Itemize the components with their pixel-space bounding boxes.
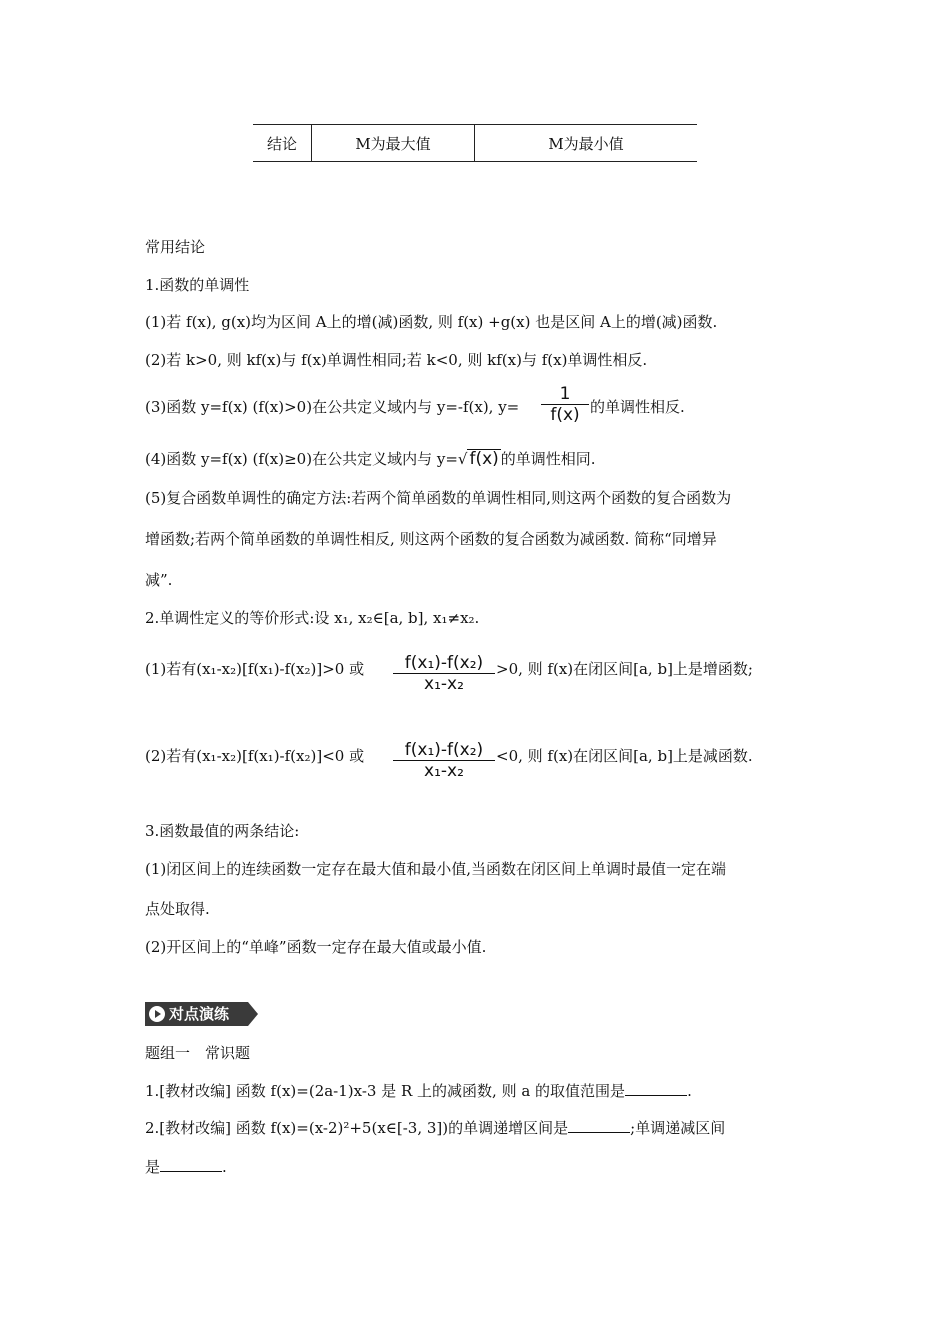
section-heading: 常用结论 [145, 238, 206, 256]
p3-text-post: 的单调性相反. [590, 398, 685, 416]
conclusion-table [253, 124, 697, 162]
question-2-end: . [222, 1158, 227, 1176]
p4-text-post: 的单调性相同. [500, 450, 596, 468]
s2-paragraph-1-pre: (1)若有(x₁-x₂)[f(x₁)-f(x₂)]>0 或 [145, 660, 365, 678]
difference-quotient-2 [393, 740, 495, 781]
fraction-denominator: f(x) [550, 405, 580, 425]
exercise-group-title: 题组一 常识题 [145, 1044, 251, 1062]
s2-paragraph-1-post: >0, 则 f(x)在闭区间[a, b]上是增函数; [496, 660, 753, 678]
s3-paragraph-1-line-2: 点处取得. [145, 900, 210, 918]
section-3-title: 3.函数最值的两条结论: [145, 822, 300, 840]
question-1-text: 1.[教材改编] 函数 f(x)=(2a-1)x-3 是 R 上的减函数, 则 a 的取值范围是 [145, 1082, 626, 1100]
s1-paragraph-5-line-2: 增函数;若两个简单函数的单调性相反, 则这两个函数的复合函数为减函数. 简称“同增异 [145, 530, 717, 548]
answer-blank[interactable] [568, 1118, 630, 1133]
s3-paragraph-2: (2)开区间上的“单峰”函数一定存在最大值或最小值. [145, 938, 487, 956]
question-2-line-2-text: 是 [145, 1158, 161, 1176]
question-2-line-2 [145, 1156, 227, 1177]
play-icon [149, 1006, 165, 1022]
practice-banner [145, 1002, 248, 1026]
question-2-line-1 [145, 1117, 725, 1138]
difference-quotient-1 [393, 653, 495, 694]
s3-paragraph-1-line-1: (1)闭区间上的连续函数一定存在最大值和最小值,当函数在闭区间上单调时最值一定在端 [145, 860, 727, 878]
s1-paragraph-2: (2)若 k>0, 则 kf(x)与 f(x)单调性相同;若 k<0, 则 kf(x)与 f(x)单调性相反. [145, 351, 648, 369]
quotient-denominator: x₁-x₂ [424, 761, 464, 781]
table-row [253, 125, 697, 162]
s1-paragraph-5-line-1: (5)复合函数单调性的确定方法:若两个简单函数的单调性相同,则这两个函数的复合函数为 [145, 489, 732, 507]
s1-paragraph-5-line-3: 减”. [145, 571, 173, 589]
p3-text-pre: (3)函数 y=f(x) (f(x)>0)在公共定义域内与 y=-f(x), y= [145, 398, 520, 416]
fraction-numerator: 1 [559, 384, 571, 404]
question-2-text: 2.[教材改编] 函数 f(x)=(x-2)²+5(x∈[-3, 3])的单调递增区间是 [145, 1119, 569, 1137]
p4-text-pre: (4)函数 y=f(x) (f(x)≥0)在公共定义域内与 y=√ [145, 450, 468, 468]
quotient-denominator: x₁-x₂ [424, 674, 464, 694]
answer-blank[interactable] [160, 1157, 222, 1172]
question-2-mid: ;单调递减区间 [630, 1119, 726, 1137]
s1-paragraph-3 [145, 396, 519, 417]
s1-paragraph-4 [145, 448, 596, 469]
radicand: f(x) [469, 449, 499, 469]
s1-paragraph-1: (1)若 f(x), g(x)均为区间 A上的增(减)函数, 则 f(x) +g(x) 也是区间 A上的增(减)函数. [145, 313, 718, 331]
table-cell-min: M为最小值 [475, 125, 698, 162]
section-1-title: 1.函数的单调性 [145, 276, 250, 294]
s2-paragraph-2-pre: (2)若有(x₁-x₂)[f(x₁)-f(x₂)]<0 或 [145, 747, 365, 765]
banner-label: 对点演练 [169, 1005, 230, 1023]
section-2-title: 2.单调性定义的等价形式:设 x₁, x₂∈[a, b], x₁≠x₂. [145, 609, 480, 627]
quotient-numerator: f(x₁)-f(x₂) [404, 740, 484, 760]
table-label: 结论 [253, 125, 312, 162]
answer-blank[interactable] [625, 1081, 687, 1096]
quotient-numerator: f(x₁)-f(x₂) [404, 653, 484, 673]
question-1 [145, 1080, 692, 1101]
reciprocal-fraction [541, 384, 589, 425]
question-1-end: . [687, 1082, 692, 1100]
table-cell-max: M为最大值 [312, 125, 475, 162]
s2-paragraph-2-post: <0, 则 f(x)在闭区间[a, b]上是减函数. [496, 747, 753, 765]
